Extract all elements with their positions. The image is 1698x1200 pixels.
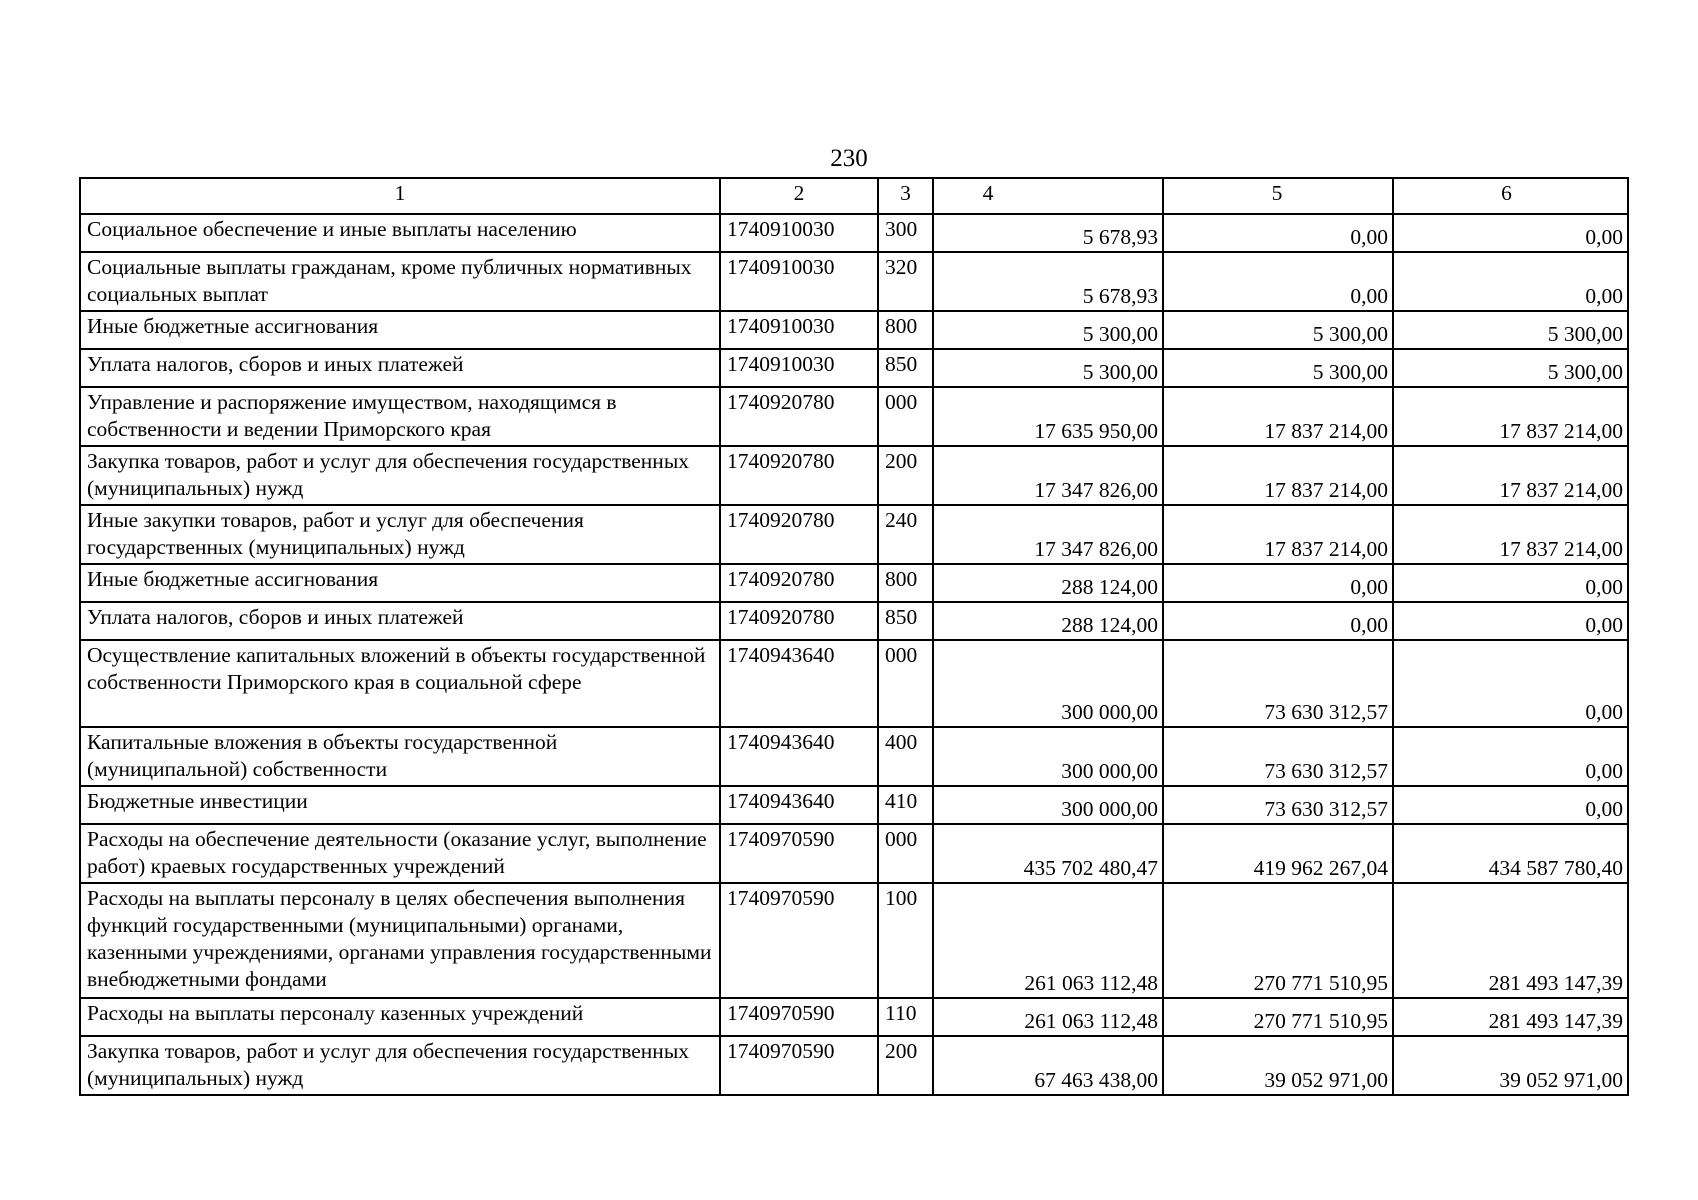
target-article-code-cell: 1740910030 xyxy=(720,252,878,311)
amount-col4-cell: 300 000,00 xyxy=(933,640,1163,727)
amount-col4-cell: 288 124,00 xyxy=(933,602,1163,640)
amount-col6-cell: 0,00 xyxy=(1393,786,1628,824)
table-row xyxy=(80,824,1628,883)
column-number-header: 4 xyxy=(933,178,1163,214)
amount-col4-cell: 17 347 826,00 xyxy=(933,505,1163,564)
amount-col5-cell: 0,00 xyxy=(1163,252,1393,311)
amount-col5-cell: 270 771 510,95 xyxy=(1163,883,1393,998)
target-article-code-cell: 1740910030 xyxy=(720,214,878,252)
row-name-cell: Закупка товаров, работ и услуг для обеспечения государственных (муниципальных) нужд xyxy=(80,446,720,505)
amount-col5-cell: 17 837 214,00 xyxy=(1163,387,1393,446)
row-name-cell: Уплата налогов, сборов и иных платежей xyxy=(80,602,720,640)
row-name-cell: Расходы на выплаты персоналу казенных учреждений xyxy=(80,998,720,1036)
expense-type-code-cell: 300 xyxy=(878,214,933,252)
table-row xyxy=(80,387,1628,446)
row-name-cell: Капитальные вложения в объекты государственной (муниципальной) собственности xyxy=(80,727,720,786)
amount-col6-cell: 17 837 214,00 xyxy=(1393,446,1628,505)
amount-col6-cell: 0,00 xyxy=(1393,602,1628,640)
target-article-code-cell: 1740970590 xyxy=(720,998,878,1036)
expense-type-code-cell: 000 xyxy=(878,824,933,883)
table-row xyxy=(80,727,1628,786)
amount-col6-cell: 0,00 xyxy=(1393,564,1628,602)
amount-col5-cell: 0,00 xyxy=(1163,214,1393,252)
target-article-code-cell: 1740920780 xyxy=(720,505,878,564)
amount-col5-cell: 73 630 312,57 xyxy=(1163,727,1393,786)
amount-col6-cell: 5 300,00 xyxy=(1393,349,1628,387)
target-article-code-cell: 1740943640 xyxy=(720,640,878,727)
amount-col5-cell: 0,00 xyxy=(1163,564,1393,602)
column-number-header: 3 xyxy=(878,178,933,214)
table-row xyxy=(80,505,1628,564)
expense-type-code-cell: 800 xyxy=(878,564,933,602)
amount-col5-cell: 39 052 971,00 xyxy=(1163,1036,1393,1095)
amount-col4-cell: 288 124,00 xyxy=(933,564,1163,602)
table-row xyxy=(80,640,1628,727)
row-name-cell: Социальное обеспечение и иные выплаты населению xyxy=(80,214,720,252)
amount-col6-cell: 0,00 xyxy=(1393,640,1628,727)
column-number-header: 6 xyxy=(1393,178,1628,214)
table-row xyxy=(80,1036,1628,1095)
target-article-code-cell: 1740920780 xyxy=(720,564,878,602)
amount-col6-cell: 17 837 214,00 xyxy=(1393,387,1628,446)
expense-type-code-cell: 200 xyxy=(878,1036,933,1095)
column-number-header: 2 xyxy=(720,178,878,214)
expense-type-code-cell: 000 xyxy=(878,387,933,446)
amount-col5-cell: 17 837 214,00 xyxy=(1163,505,1393,564)
expense-type-code-cell: 240 xyxy=(878,505,933,564)
table-row xyxy=(80,214,1628,252)
row-name-cell: Социальные выплаты гражданам, кроме публичных нормативных социальных выплат xyxy=(80,252,720,311)
table-row xyxy=(80,883,1628,998)
amount-col5-cell: 73 630 312,57 xyxy=(1163,786,1393,824)
amount-col6-cell: 281 493 147,39 xyxy=(1393,998,1628,1036)
table-row xyxy=(80,446,1628,505)
row-name-cell: Расходы на выплаты персоналу в целях обеспечения выполнения функций государственными (муниципальными) органами, казенными учреждениями, органами управления государственными внебюджетными фондами xyxy=(80,883,720,998)
target-article-code-cell: 1740920780 xyxy=(720,446,878,505)
row-name-cell: Бюджетные инвестиции xyxy=(80,786,720,824)
amount-col4-cell: 5 300,00 xyxy=(933,311,1163,349)
amount-col4-cell: 300 000,00 xyxy=(933,727,1163,786)
amount-col6-cell: 5 300,00 xyxy=(1393,311,1628,349)
amount-col5-cell: 73 630 312,57 xyxy=(1163,640,1393,727)
expense-type-code-cell: 850 xyxy=(878,349,933,387)
amount-col4-cell: 67 463 438,00 xyxy=(933,1036,1163,1095)
amount-col5-cell: 5 300,00 xyxy=(1163,311,1393,349)
target-article-code-cell: 1740910030 xyxy=(720,311,878,349)
expense-type-code-cell: 320 xyxy=(878,252,933,311)
expense-type-code-cell: 850 xyxy=(878,602,933,640)
target-article-code-cell: 1740910030 xyxy=(720,349,878,387)
target-article-code-cell: 1740920780 xyxy=(720,602,878,640)
target-article-code-cell: 1740943640 xyxy=(720,727,878,786)
row-name-cell: Управление и распоряжение имуществом, находящимся в собственности и ведении Приморского края xyxy=(80,387,720,446)
budget-table xyxy=(79,177,1629,1096)
expense-type-code-cell: 410 xyxy=(878,786,933,824)
amount-col4-cell: 17 347 826,00 xyxy=(933,446,1163,505)
amount-col4-cell: 5 300,00 xyxy=(933,349,1163,387)
expense-type-code-cell: 200 xyxy=(878,446,933,505)
column-number-header: 1 xyxy=(80,178,720,214)
column-number-header: 5 xyxy=(1163,178,1393,214)
amount-col5-cell: 17 837 214,00 xyxy=(1163,446,1393,505)
expense-type-code-cell: 800 xyxy=(878,311,933,349)
amount-col4-cell: 261 063 112,48 xyxy=(933,883,1163,998)
table-row xyxy=(80,564,1628,602)
amount-col6-cell: 0,00 xyxy=(1393,214,1628,252)
row-name-cell: Закупка товаров, работ и услуг для обеспечения государственных (муниципальных) нужд xyxy=(80,1036,720,1095)
amount-col5-cell: 419 962 267,04 xyxy=(1163,824,1393,883)
expense-type-code-cell: 400 xyxy=(878,727,933,786)
target-article-code-cell: 1740970590 xyxy=(720,883,878,998)
target-article-code-cell: 1740943640 xyxy=(720,786,878,824)
table-row xyxy=(80,311,1628,349)
table-row xyxy=(80,349,1628,387)
amount-col6-cell: 39 052 971,00 xyxy=(1393,1036,1628,1095)
row-name-cell: Иные бюджетные ассигнования xyxy=(80,311,720,349)
amount-col4-cell: 261 063 112,48 xyxy=(933,998,1163,1036)
target-article-code-cell: 1740920780 xyxy=(720,387,878,446)
table-row xyxy=(80,786,1628,824)
target-article-code-cell: 1740970590 xyxy=(720,1036,878,1095)
amount-col4-cell: 17 635 950,00 xyxy=(933,387,1163,446)
row-name-cell: Осуществление капитальных вложений в объекты государственной собственности Приморского края в социальной сфере xyxy=(80,640,720,727)
row-name-cell: Уплата налогов, сборов и иных платежей xyxy=(80,349,720,387)
expense-type-code-cell: 110 xyxy=(878,998,933,1036)
amount-col5-cell: 5 300,00 xyxy=(1163,349,1393,387)
amount-col6-cell: 17 837 214,00 xyxy=(1393,505,1628,564)
amount-col6-cell: 434 587 780,40 xyxy=(1393,824,1628,883)
amount-col4-cell: 5 678,93 xyxy=(933,252,1163,311)
table-row xyxy=(80,998,1628,1036)
row-name-cell: Расходы на обеспечение деятельности (оказание услуг, выполнение работ) краевых государственных учреждений xyxy=(80,824,720,883)
expense-type-code-cell: 000 xyxy=(878,640,933,727)
amount-col6-cell: 281 493 147,39 xyxy=(1393,883,1628,998)
amount-col6-cell: 0,00 xyxy=(1393,252,1628,311)
table-row xyxy=(80,252,1628,311)
amount-col4-cell: 5 678,93 xyxy=(933,214,1163,252)
row-name-cell: Иные закупки товаров, работ и услуг для обеспечения государственных (муниципальных) нужд xyxy=(80,505,720,564)
amount-col4-cell: 300 000,00 xyxy=(933,786,1163,824)
table-row xyxy=(80,602,1628,640)
amount-col4-cell: 435 702 480,47 xyxy=(933,824,1163,883)
expense-type-code-cell: 100 xyxy=(878,883,933,998)
row-name-cell: Иные бюджетные ассигнования xyxy=(80,564,720,602)
page-number: 230 xyxy=(830,145,868,172)
amount-col5-cell: 270 771 510,95 xyxy=(1163,998,1393,1036)
column-number-row xyxy=(80,178,1628,214)
amount-col5-cell: 0,00 xyxy=(1163,602,1393,640)
amount-col6-cell: 0,00 xyxy=(1393,727,1628,786)
target-article-code-cell: 1740970590 xyxy=(720,824,878,883)
